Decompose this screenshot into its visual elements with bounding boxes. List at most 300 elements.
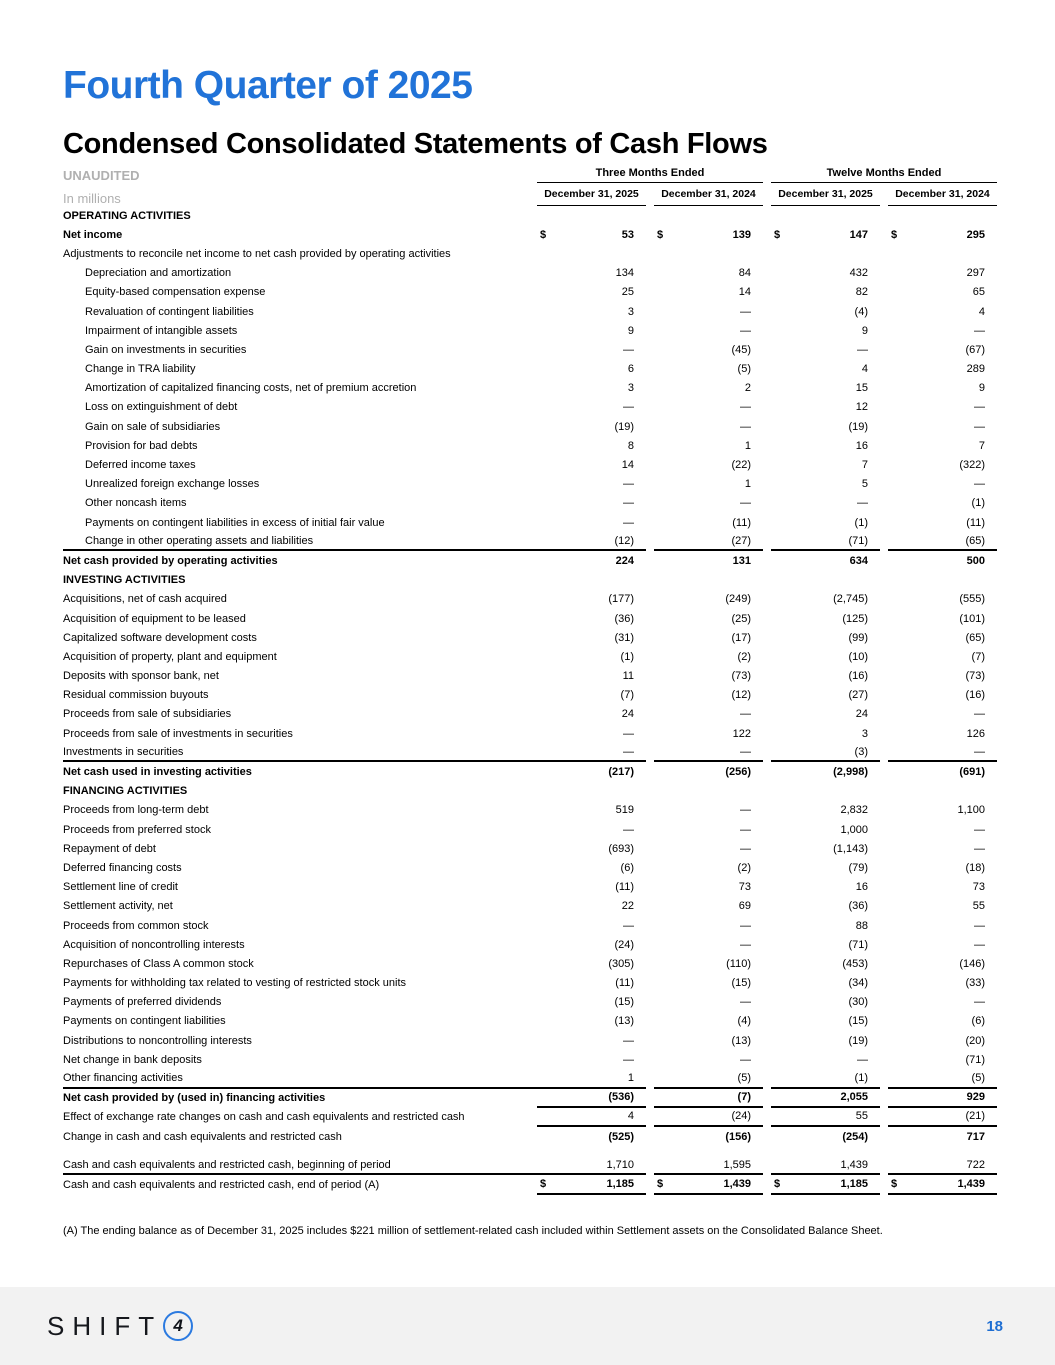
table-row	[63, 321, 997, 340]
column-gap	[763, 609, 771, 628]
column-gap	[880, 801, 888, 820]
column-gap	[646, 494, 654, 513]
value-cell	[654, 705, 763, 724]
value-cell	[888, 1108, 997, 1127]
cell-value: (2,745)	[833, 593, 868, 606]
value-cell	[654, 475, 763, 494]
cell-value: (1)	[854, 516, 868, 529]
value-cell	[654, 897, 763, 916]
cell-value: 147	[849, 228, 868, 241]
table-row	[63, 743, 997, 762]
column-gap	[646, 513, 654, 532]
table-row	[63, 974, 997, 993]
value-cell	[537, 858, 646, 877]
row-label: Unrealized foreign exchange losses	[85, 478, 260, 491]
cell-value: 1,439	[723, 1177, 751, 1190]
value-cell	[888, 494, 997, 513]
column-gap	[646, 475, 654, 494]
column-gap	[646, 1050, 654, 1069]
value-cell	[888, 436, 997, 455]
column-gap	[646, 839, 654, 858]
column-gap	[763, 1089, 771, 1108]
cell-value: (6)	[971, 1015, 985, 1028]
cell-value: (36)	[848, 900, 868, 913]
table-row	[63, 647, 997, 666]
cell-value: (31)	[614, 631, 634, 644]
cell-value: 1	[744, 478, 751, 491]
cell-value: (19)	[614, 420, 634, 433]
cell-value: (2,998)	[833, 766, 868, 779]
dollar-sign: $	[657, 1177, 664, 1190]
column-gap	[763, 436, 771, 455]
row-label: Capitalized software development costs	[63, 631, 257, 644]
column-gap	[646, 532, 654, 551]
cell-value: (7)	[737, 1091, 751, 1104]
value-cell	[771, 283, 880, 302]
column-gap	[763, 916, 771, 935]
cell-value: (15)	[731, 977, 751, 990]
table-row	[63, 724, 997, 743]
column-gap	[763, 974, 771, 993]
column-gap	[646, 398, 654, 417]
dollar-sign: $	[891, 228, 898, 241]
cell-value: 131	[732, 554, 751, 567]
value-cell	[537, 513, 646, 532]
column-gap	[646, 321, 654, 340]
value-cell	[654, 667, 763, 686]
value-cell	[888, 455, 997, 474]
value-cell	[888, 302, 997, 321]
table-row	[63, 475, 997, 494]
cell-value: 1	[627, 1072, 634, 1085]
cell-value: (36)	[614, 612, 634, 625]
value-cell	[537, 436, 646, 455]
cell-value: 1,439	[840, 1158, 868, 1171]
value-cell	[654, 321, 763, 340]
column-gap	[646, 686, 654, 705]
value-cell	[771, 1031, 880, 1050]
cell-value: (65)	[965, 534, 985, 547]
column-gap	[880, 1012, 888, 1031]
table-row	[63, 302, 997, 321]
cell-value: (20)	[965, 1034, 985, 1047]
table-spacer-row	[63, 1146, 997, 1156]
row-label: Proceeds from sale of subsidiaries	[63, 708, 232, 721]
value-cell	[654, 1031, 763, 1050]
column-gap	[763, 1012, 771, 1031]
table-row	[63, 551, 997, 570]
cell-value: 14	[621, 459, 634, 472]
value-cell	[654, 1108, 763, 1127]
row-label: Provision for bad debts	[85, 439, 198, 452]
table-row	[63, 571, 997, 590]
column-gap	[763, 264, 771, 283]
column-gap	[880, 686, 888, 705]
cell-value: (71)	[848, 534, 868, 547]
value-cell	[771, 839, 880, 858]
column-gap	[646, 801, 654, 820]
table-row	[63, 417, 997, 436]
cell-value: (5)	[737, 1072, 751, 1085]
row-label: Acquisition of property, plant and equipment	[63, 650, 277, 663]
value-cell	[537, 475, 646, 494]
row-label: Change in other operating assets and liabilities	[63, 532, 537, 551]
value-cell	[888, 858, 997, 877]
table-row	[63, 667, 997, 686]
value-cell	[771, 935, 880, 954]
row-label: Cash and cash equivalents and restricted cash, end of period (A)	[63, 1178, 380, 1191]
cell-value: 1,710	[606, 1158, 634, 1171]
column-gap	[880, 283, 888, 302]
cell-value: —	[740, 804, 751, 817]
cell-value: (25)	[731, 612, 751, 625]
value-cell	[771, 321, 880, 340]
value-cell	[888, 820, 997, 839]
cell-value: (7)	[620, 689, 634, 702]
column-gap	[763, 1156, 771, 1175]
cell-value: 9	[978, 382, 985, 395]
units-text: In millions	[63, 191, 121, 206]
cell-value: (73)	[731, 670, 751, 683]
column-gap	[646, 858, 654, 877]
value-cell	[654, 1069, 763, 1088]
cell-value: (27)	[731, 534, 751, 547]
value-cell	[654, 743, 763, 762]
table-row	[63, 1175, 997, 1194]
column-gap	[763, 513, 771, 532]
column-gap	[880, 993, 888, 1012]
cell-value: 9	[627, 324, 634, 337]
value-cell	[888, 1089, 997, 1108]
value-cell	[654, 264, 763, 283]
cell-value: (11)	[615, 881, 634, 894]
cell-value: (17)	[731, 631, 751, 644]
column-gap	[763, 283, 771, 302]
cell-value: 1,595	[723, 1158, 751, 1171]
cell-value: 1,100	[957, 804, 985, 817]
table-row	[63, 455, 997, 474]
column-gap	[646, 379, 654, 398]
column-gap	[880, 379, 888, 398]
cell-value: 1	[744, 439, 751, 452]
column-gap	[646, 954, 654, 973]
row-label: Proceeds from common stock	[63, 919, 209, 932]
column-gap	[763, 475, 771, 494]
value-cell	[537, 1012, 646, 1031]
value-cell	[654, 878, 763, 897]
column-gap	[880, 475, 888, 494]
dollar-sign: $	[657, 228, 664, 241]
column-gap	[880, 1108, 888, 1127]
cell-value: (217)	[608, 766, 634, 779]
value-cell	[537, 360, 646, 379]
cell-value: 2,055	[840, 1091, 868, 1104]
table-row	[63, 398, 997, 417]
value-cell	[537, 1069, 646, 1088]
value-cell	[654, 935, 763, 954]
cell-value: 1,000	[840, 823, 868, 836]
cell-value: 2,832	[840, 804, 868, 817]
value-cell	[888, 1175, 997, 1194]
column-gap	[763, 647, 771, 666]
value-cell	[771, 264, 880, 283]
cell-value: —	[974, 478, 985, 491]
cell-value: —	[623, 1034, 634, 1047]
value-cell	[654, 1127, 763, 1146]
cell-value: 69	[738, 900, 751, 913]
value-cell	[537, 340, 646, 359]
cell-value: (2)	[737, 861, 751, 874]
row-label: Net cash provided by (used in) financing activities	[63, 1092, 326, 1105]
column-gap	[763, 743, 771, 762]
row-label: Gain on investments in securities	[85, 343, 247, 356]
value-cell	[771, 532, 880, 551]
row-label: Proceeds from long-term debt	[63, 804, 209, 817]
cell-value: —	[623, 343, 634, 356]
cell-value: (125)	[842, 612, 868, 625]
column-gap	[880, 1050, 888, 1069]
table-row	[63, 782, 997, 801]
cell-value: 3	[627, 382, 634, 395]
value-cell	[537, 820, 646, 839]
cell-value: 126	[966, 727, 985, 740]
column-gap	[880, 436, 888, 455]
row-label: Revaluation of contingent liabilities	[85, 305, 254, 318]
cell-value: 634	[849, 554, 868, 567]
cell-value: (19)	[848, 1034, 868, 1047]
cell-value: 7	[978, 439, 985, 452]
value-cell	[771, 302, 880, 321]
cell-value: 139	[732, 228, 751, 241]
table-row	[63, 379, 997, 398]
value-cell	[654, 379, 763, 398]
column-gap	[646, 455, 654, 474]
cell-value: —	[740, 823, 751, 836]
column-group-three-months: Three Months Ended	[537, 167, 763, 183]
cell-value: —	[623, 727, 634, 740]
value-cell	[771, 878, 880, 897]
column-gap	[880, 743, 888, 762]
row-label: Acquisition of equipment to be leased	[63, 612, 246, 625]
column-gap	[880, 398, 888, 417]
column-gap	[880, 532, 888, 551]
column-gap	[880, 455, 888, 474]
cell-value: (177)	[608, 593, 634, 606]
row-label: Change in TRA liability	[85, 363, 196, 376]
cell-value: —	[740, 401, 751, 414]
value-cell	[654, 954, 763, 973]
column-gap	[646, 820, 654, 839]
cell-value: 8	[627, 439, 634, 452]
value-cell	[888, 935, 997, 954]
row-label: Payments on contingent liabilities in excess of initial fair value	[85, 516, 385, 529]
value-cell	[771, 974, 880, 993]
column-gap	[763, 590, 771, 609]
value-cell	[771, 417, 880, 436]
column-gap	[646, 225, 654, 244]
value-cell	[888, 993, 997, 1012]
dollar-sign: $	[774, 1177, 781, 1190]
cell-value: (555)	[959, 593, 985, 606]
cell-value: —	[623, 823, 634, 836]
row-label: Amortization of capitalized financing costs, net of premium accretion	[85, 382, 417, 395]
table-row	[63, 1069, 997, 1088]
row-label: Net change in bank deposits	[63, 1053, 202, 1066]
row-label: Impairment of intangible assets	[85, 324, 238, 337]
cell-value: 7	[861, 459, 868, 472]
value-cell	[654, 609, 763, 628]
value-cell	[537, 916, 646, 935]
row-label: Equity-based compensation expense	[85, 286, 266, 299]
value-cell	[771, 954, 880, 973]
cell-value: 1,439	[957, 1177, 985, 1190]
value-cell	[771, 340, 880, 359]
cell-value: (15)	[848, 1015, 868, 1028]
column-gap	[880, 417, 888, 436]
row-label: Cash and cash equivalents and restricted cash, beginning of period	[63, 1156, 537, 1175]
value-cell	[771, 1012, 880, 1031]
cell-value: —	[974, 842, 985, 855]
column-gap	[646, 551, 654, 570]
column-gap	[880, 1127, 888, 1146]
table-row	[63, 954, 997, 973]
column-gap	[763, 494, 771, 513]
cell-value: 16	[855, 881, 868, 894]
table-row	[63, 916, 997, 935]
table-row	[63, 878, 997, 897]
column-gap	[763, 321, 771, 340]
shift4-logo-text: SHIFT	[47, 1310, 163, 1341]
column-gap	[763, 724, 771, 743]
value-cell	[537, 1127, 646, 1146]
value-cell	[771, 1050, 880, 1069]
column-gap	[646, 1089, 654, 1108]
cell-value: 11	[622, 670, 634, 683]
value-cell	[771, 801, 880, 820]
value-cell	[771, 360, 880, 379]
column-gap	[646, 417, 654, 436]
column-gap	[763, 762, 771, 781]
value-cell	[654, 1089, 763, 1108]
cell-value: (24)	[731, 1110, 751, 1123]
row-label: Deferred income taxes	[85, 459, 196, 472]
cell-value: (7)	[971, 650, 985, 663]
cell-value: —	[740, 1053, 751, 1066]
table-row	[63, 1108, 997, 1127]
column-gap	[646, 974, 654, 993]
cell-value: —	[740, 324, 751, 337]
cell-value: —	[974, 324, 985, 337]
value-cell	[537, 417, 646, 436]
row-label: Deferred financing costs	[63, 861, 182, 874]
column-gap	[880, 724, 888, 743]
column-gap	[763, 360, 771, 379]
value-cell	[537, 1156, 646, 1175]
value-cell	[537, 974, 646, 993]
value-cell	[654, 820, 763, 839]
value-cell	[888, 916, 997, 935]
value-cell	[537, 839, 646, 858]
value-cell	[537, 1031, 646, 1050]
row-label: Repayment of debt	[63, 842, 156, 855]
cell-value: —	[623, 516, 634, 529]
cashflow-table	[63, 167, 997, 1195]
table-row	[63, 801, 997, 820]
cell-value: —	[740, 842, 751, 855]
value-cell	[654, 302, 763, 321]
value-cell	[654, 1156, 763, 1175]
cell-value: (11)	[966, 516, 985, 529]
table-row	[63, 628, 997, 647]
value-cell	[888, 1012, 997, 1031]
value-cell	[771, 590, 880, 609]
row-label: Repurchases of Class A common stock	[63, 957, 254, 970]
row-label: Depreciation and amortization	[85, 267, 232, 280]
cell-value: 24	[855, 708, 868, 721]
value-cell	[771, 628, 880, 647]
table-row	[63, 264, 997, 283]
table-row	[63, 705, 997, 724]
cell-value: 84	[738, 267, 751, 280]
cell-value: 88	[855, 919, 868, 932]
value-cell	[771, 494, 880, 513]
value-cell	[771, 436, 880, 455]
cell-value: 2	[744, 382, 751, 395]
cell-value: 122	[732, 727, 751, 740]
cell-value: —	[623, 401, 634, 414]
cell-value: (453)	[842, 957, 868, 970]
cell-value: (27)	[848, 689, 868, 702]
unaudited-text: UNAUDITED	[63, 168, 140, 183]
value-cell	[654, 801, 763, 820]
row-label: Investments in securities	[63, 743, 537, 762]
value-cell	[771, 705, 880, 724]
value-cell	[888, 1156, 997, 1175]
cell-value: 53	[621, 228, 634, 241]
column-gap	[646, 283, 654, 302]
shift4-logo-circle-icon	[163, 1311, 193, 1341]
cell-value: 6	[627, 363, 634, 376]
column-gap	[880, 839, 888, 858]
column-gap	[763, 686, 771, 705]
page-number: 18	[986, 1317, 1003, 1335]
table-row	[63, 436, 997, 455]
cell-value: 1,185	[606, 1177, 634, 1190]
value-cell	[537, 935, 646, 954]
value-cell	[888, 1031, 997, 1050]
value-cell	[654, 398, 763, 417]
value-cell	[537, 225, 646, 244]
column-gap	[763, 340, 771, 359]
value-cell	[654, 762, 763, 781]
column-gap	[880, 628, 888, 647]
value-cell	[771, 993, 880, 1012]
value-cell	[888, 513, 997, 532]
cell-value: (24)	[614, 938, 634, 951]
table-row	[63, 1089, 997, 1108]
column-gap	[646, 647, 654, 666]
cell-value: (6)	[620, 861, 634, 874]
column-gap	[880, 302, 888, 321]
page-title: Fourth Quarter of 2025	[63, 64, 473, 107]
value-cell	[654, 417, 763, 436]
cell-value: (249)	[725, 593, 751, 606]
row-label: Other noncash items	[85, 497, 187, 510]
cell-value: 9	[861, 324, 868, 337]
column-gap	[763, 705, 771, 724]
value-cell	[654, 993, 763, 1012]
value-cell	[888, 321, 997, 340]
